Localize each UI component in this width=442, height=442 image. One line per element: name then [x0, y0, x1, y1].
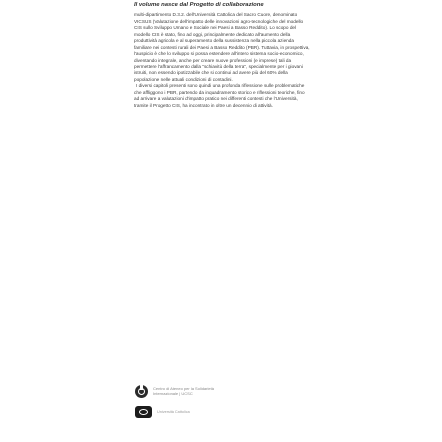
license-badge-row [135, 405, 275, 419]
lead-sentence: Il volume nasce dal Progetto di collaborazione [134, 2, 264, 8]
publisher-line-1: Centro di Ateneo per la Solidarietà [153, 386, 214, 391]
cc-license-icon [135, 406, 152, 418]
text-column [134, 2, 310, 109]
publisher-logo [135, 383, 275, 399]
body-paragraph-2: I diversi capitoli presenti sono quindi una profonda riflessione sulle problematiche che affliggono i PBR, partendo da inquadramento storico e riflessioni teoriche, fino ad arrivare a valutazioni d'impatto pratico nei differenti contesti che l'Università, tramite il Progetto CIS, ha incontrato in oltre un decennio di attività. [134, 83, 305, 108]
publisher-footer [135, 383, 275, 419]
badge-label: Università Cattolica [157, 410, 190, 414]
cesi-logo-icon [135, 385, 148, 398]
body-paragraph-1: multi-dipartimento D.3.2. dell'Università Cattolica del Sacro Cuore, denominato VICSUS (Valutazione dell'impatto delle innovazioni agro-tecnologiche del modello CIS sullo Sviluppo Umano e Sociale nei Paesi a Basso Reddito). Lo scopo del modello CIS è stato, fino ad oggi, principalmente dedicato all'aumento della produttività agricola e al superamento della sussistenza nella piccola azienda familiare nei contesti rurali dei Paesi a Basso Reddito (PBR). Tuttavia, in prospettiva, l'auspicio è che lo sviluppo si possa estendere all'intero sistema socio-economico, diventando integrale, anche per creare nuove professioni (e imprese) tali da permettere l'affrancamento dalla "schiavitù della terra", specialmente per i giovani istruiti, non essendo ipotizzabile che si continui ad avere più del 60% della popolazione nelle attuali condizioni di contadini. [134, 12, 310, 82]
publisher-name [153, 386, 214, 396]
publisher-line-2: Internazionale | UCSC [153, 391, 193, 396]
